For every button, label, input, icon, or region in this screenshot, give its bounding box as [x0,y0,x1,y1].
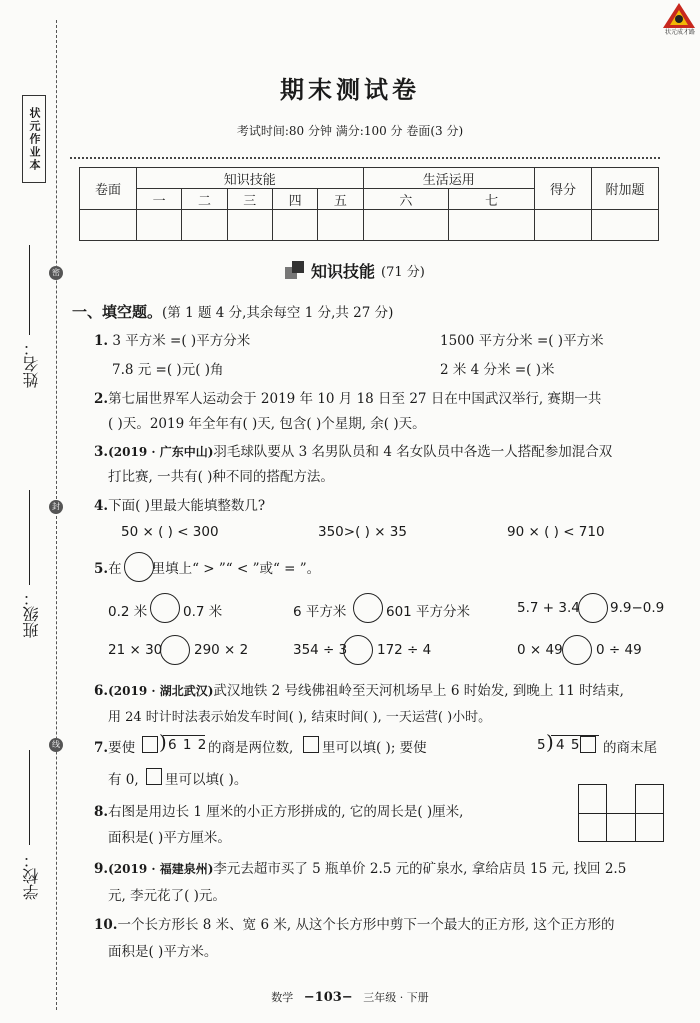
score-cell[interactable] [227,210,272,241]
part1-heading-row [72,301,393,322]
q9-tag: (2019 · 福建泉州) [108,862,214,876]
school-label: 学校： [22,852,41,900]
q5-item4-left: 21 × 30 [108,642,163,658]
q5-item3-right: 9.9−0.9 [610,600,665,616]
q7-p3: 里可以填( ); 要使 [322,740,427,756]
page-footer [0,989,700,1005]
defen-header: 得分 [535,168,592,210]
juanmian-header: 卷面 [80,168,137,210]
footer-grade: 三年级 · 下册 [363,991,429,1004]
q7-p4: 的商末尾 [603,740,657,756]
q5-num: 5. [94,561,109,577]
footer-subject: 数学 [271,991,294,1004]
part1-heading: 一、填空题。 [72,303,163,321]
q9-row1 [94,857,626,877]
dotted-separator [70,157,660,159]
q8-square-figure [578,784,664,842]
q5-answer-circle-3[interactable] [578,593,608,623]
score-cell[interactable] [272,210,317,241]
q7-blank-square-4[interactable] [146,768,162,785]
q7-blank-square-2[interactable] [303,736,319,753]
q7-num: 7. [94,740,109,756]
q7-division-bar-1 [163,735,205,736]
q9-line2: 元, 李元花了( )元。 [108,888,226,904]
q10-line1: 一个长方形长 8 米、宽 6 米, 从这个长方形中剪下一个最大的正方形, 这个正方形的 [117,917,615,933]
q1-num: 1. [94,333,109,349]
section-squares-icon [285,261,305,281]
q8-num: 8. [94,804,109,820]
exam-info: 考试时间:80 分钟 满分:100 分 卷面(3 分) [236,124,464,138]
score-cell[interactable] [137,210,182,241]
q6-row1 [94,679,624,699]
q3-line2: 打比赛, 一共有( )种不同的搭配方法。 [108,469,334,485]
q1-row1 [94,329,250,349]
q6-line1: 武汉地铁 2 号线佛祖岭至天河机场早上 6 时始发, 到晚上 11 时结束, [213,683,624,699]
q5-item6-right: 0 ÷ 49 [596,642,642,658]
q4-c: 90 × ( ) < 710 [507,524,605,540]
q2-row1 [94,387,601,407]
q2-line2: ( )天。2019 年全年有( )天, 包含( )个星期, 余( )天。 [108,416,426,432]
q5-answer-circle-6[interactable] [562,635,592,665]
q5-example-circle [124,552,154,582]
q5-item2-left: 6 平方米 [293,604,347,620]
q9-line1: 李元去超市买了 5 瓶单价 2.5 元的矿泉水, 拿给店员 15 元, 找回 2.5 [213,861,627,877]
footer-page-number: −103− [303,990,353,1005]
seal-mi: 密 [49,266,63,280]
class-write-line[interactable] [29,490,30,585]
q5-item6-left: 0 × 49 [517,642,563,658]
binding-dashed-line [56,20,57,1010]
q5-item2-right: 601 平方分米 [386,604,471,620]
q10-row1 [94,913,615,933]
class-label: 班级： [22,590,41,638]
q7-p2: 的商是两位数, [208,740,294,756]
q3-line1: 羽毛球队要从 3 名男队员和 4 名女队员中各选一人搭配参加混合双 [213,444,613,460]
q1-b: 1500 平方分米 =( )平方米 [440,333,604,349]
q5-item5-right: 172 ÷ 4 [377,642,432,658]
page-title: 期末测试卷 [280,75,420,104]
name-label: 姓名： [22,340,41,388]
col-4: 四 [272,189,317,210]
q7-dividend-2: 4 5 [556,737,581,753]
q9-num: 9. [94,861,109,877]
q5-item1-right: 0.7 米 [183,604,223,620]
q6-tag: (2019 · 湖北武汉) [108,684,214,698]
name-write-line[interactable] [29,245,30,335]
knowledge-group-header: 知识技能 [137,168,364,189]
q7-p1: 要使 [108,740,136,756]
logo-text: 状元成才路 [664,29,695,36]
q5-item3-left: 5.7 + 3.4 [517,600,580,616]
score-cell[interactable] [318,210,363,241]
q4-b: 350>( ) × 35 [318,524,407,540]
q5-post: 里填上“ > ”“ < ”或“ = ”。 [151,561,321,577]
score-cell[interactable] [592,210,659,241]
section-title: 知识技能 [311,262,376,281]
col-1: 一 [137,189,182,210]
q4-a: 50 × ( ) < 300 [121,524,219,540]
q4-row1 [94,494,265,514]
q7-blank-square-3[interactable] [580,736,596,753]
q7-line2-post: 里可以填( )。 [165,772,248,788]
score-cell[interactable] [363,210,449,241]
q7-divisor-2: 5 [537,737,546,753]
q5-answer-circle-2[interactable] [353,593,383,623]
life-group-header: 生活运用 [363,168,534,189]
q10-line2: 面积是( )平方米。 [108,944,218,960]
section-heading [285,259,425,282]
section-score: (71 分) [381,265,425,280]
q5-item1-left: 0.2 米 [108,604,148,620]
score-cell[interactable] [449,210,535,241]
q3-row1 [94,440,612,460]
q6-num: 6. [94,683,109,699]
q8-row1 [94,800,463,820]
q5-pre: 在 [108,561,122,577]
q1-c: 7.8 元 =( )元( )角 [112,362,224,378]
q7-blank-square-1[interactable] [142,736,158,753]
q1-d: 2 米 4 分米 =( )米 [440,362,555,378]
q2-num: 2. [94,391,109,407]
score-cell[interactable] [80,210,137,241]
q5-answer-circle-4[interactable] [160,635,190,665]
q10-num: 10. [94,917,118,933]
q1-a: 3 平方米 =( )平方分米 [112,333,251,349]
q8-line1: 右图是用边长 1 厘米的小正方形拼成的, 它的周长是( )厘米, [108,804,464,820]
col-6: 六 [363,189,449,210]
score-cell[interactable] [182,210,227,241]
brand-vertical-label: 状元作业本 [22,95,46,183]
q7-dividend-1: 6 1 2 [168,737,208,753]
q7-line2-pre: 有 0, [108,772,139,788]
score-table [79,167,659,241]
col-3: 三 [227,189,272,210]
q7-num-p1 [94,736,135,756]
seal-feng: 封 [49,500,63,514]
q7-division-bracket-2: ) [546,730,554,754]
q2-line1: 第七届世界军人运动会于 2019 年 10 月 18 日至 27 日在中国武汉举行, 赛期一共 [108,391,602,407]
col-5: 五 [318,189,363,210]
q5-answer-circle-1[interactable] [150,593,180,623]
q7-division-bracket-1: ) [159,730,167,754]
q8-line2: 面积是( )平方厘米。 [108,830,231,846]
q5-answer-circle-5[interactable] [343,635,373,665]
q3-tag: (2019 · 广东中山) [108,445,214,459]
q5-item5-left: 354 ÷ 3 [293,642,348,658]
q4-text: 下面( )里最大能填整数几? [108,498,266,514]
seal-xian: 线 [49,738,63,752]
col-2: 二 [182,189,227,210]
q3-num: 3. [94,444,109,460]
q6-line2: 用 24 时计时法表示始发车时间( ), 结束时间( ), 一天运营( )小时。 [108,710,492,725]
score-cell[interactable] [535,210,592,241]
part1-note: (第 1 题 4 分,其余每空 1 分,共 27 分) [162,305,394,321]
fujiati-header: 附加题 [592,168,659,210]
q5-item4-right: 290 × 2 [194,642,249,658]
col-7: 七 [449,189,535,210]
q4-num: 4. [94,498,109,514]
school-write-line[interactable] [29,750,30,845]
